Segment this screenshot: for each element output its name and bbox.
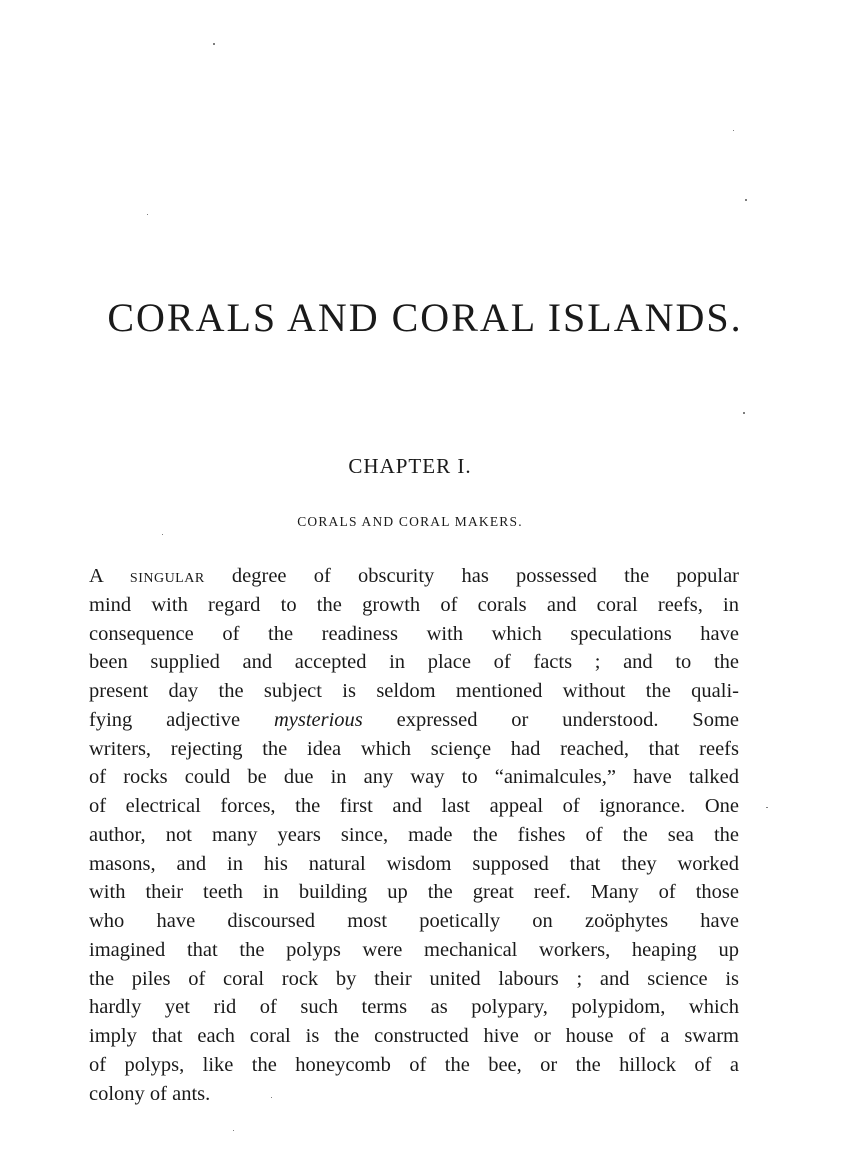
scan-speck <box>766 807 768 808</box>
paragraph-line: imagined that the polyps were mechanical workers, heaping up <box>89 938 739 961</box>
paragraph-line: imply that each coral is the constructed hive or house of a swarm <box>89 1025 739 1047</box>
paragraph-line: fying adjective mysterious expressed or understood. Some <box>89 708 739 731</box>
chapter-number: CHAPTER I. <box>348 454 472 478</box>
paragraph-line: masons, and in his natural wisdom supposed that they worked <box>89 852 739 875</box>
paragraph-line: consequence of the readiness with which speculations have <box>89 622 739 645</box>
lead-initial: A <box>89 565 103 587</box>
scan-speck <box>162 534 163 535</box>
scan-speck <box>743 412 745 414</box>
paragraph-line: with their teeth in building up the great reef. Many of those <box>89 881 739 904</box>
paragraph-line: been supplied and accepted in place of facts ; and to the <box>89 651 739 674</box>
paragraph-line: colony of ants. <box>89 1082 211 1105</box>
italic-word: mysterious <box>273 708 363 731</box>
paragraph-line: present day the subject is seldom mentioned without the quali- <box>89 680 739 702</box>
lead-smallcaps: singular <box>129 565 205 587</box>
scan-speck <box>733 130 734 131</box>
paragraph-line: mind with regard to the growth of corals and coral reefs, in <box>89 593 739 616</box>
body-paragraph <box>89 562 739 1108</box>
paragraph-line: of rocks could be due in any way to “animalcules,” have talked <box>89 766 739 789</box>
paragraph-line: author, not many years since, made the fishes of the sea the <box>89 823 739 846</box>
paragraph-line: the piles of coral rock by their united labours ; and science is <box>89 967 739 990</box>
scan-speck <box>147 214 148 215</box>
paragraph-line: hardly yet rid of such terms as polypary, polypidom, which <box>89 996 739 1019</box>
scan-speck <box>745 199 747 201</box>
paragraph-line: A singular degree of obscurity has possessed the popular <box>89 565 739 587</box>
scan-speck <box>213 43 215 45</box>
book-title: CORALS AND CORAL ISLANDS. <box>107 295 743 340</box>
paragraph-line: who have discoursed most poetically on zoöphytes have <box>89 910 739 932</box>
paragraph-line: writers, rejecting the idea which scienҫe had reached, that reefs <box>89 737 739 760</box>
paragraph-line: of electrical forces, the first and last appeal of ignorance. One <box>89 795 739 817</box>
chapter-title: CORALS AND CORAL MAKERS. <box>297 514 523 529</box>
scan-speck <box>233 1130 234 1131</box>
paragraph-line: of polyps, like the honeycomb of the bee, or the hillock of a <box>89 1053 739 1076</box>
